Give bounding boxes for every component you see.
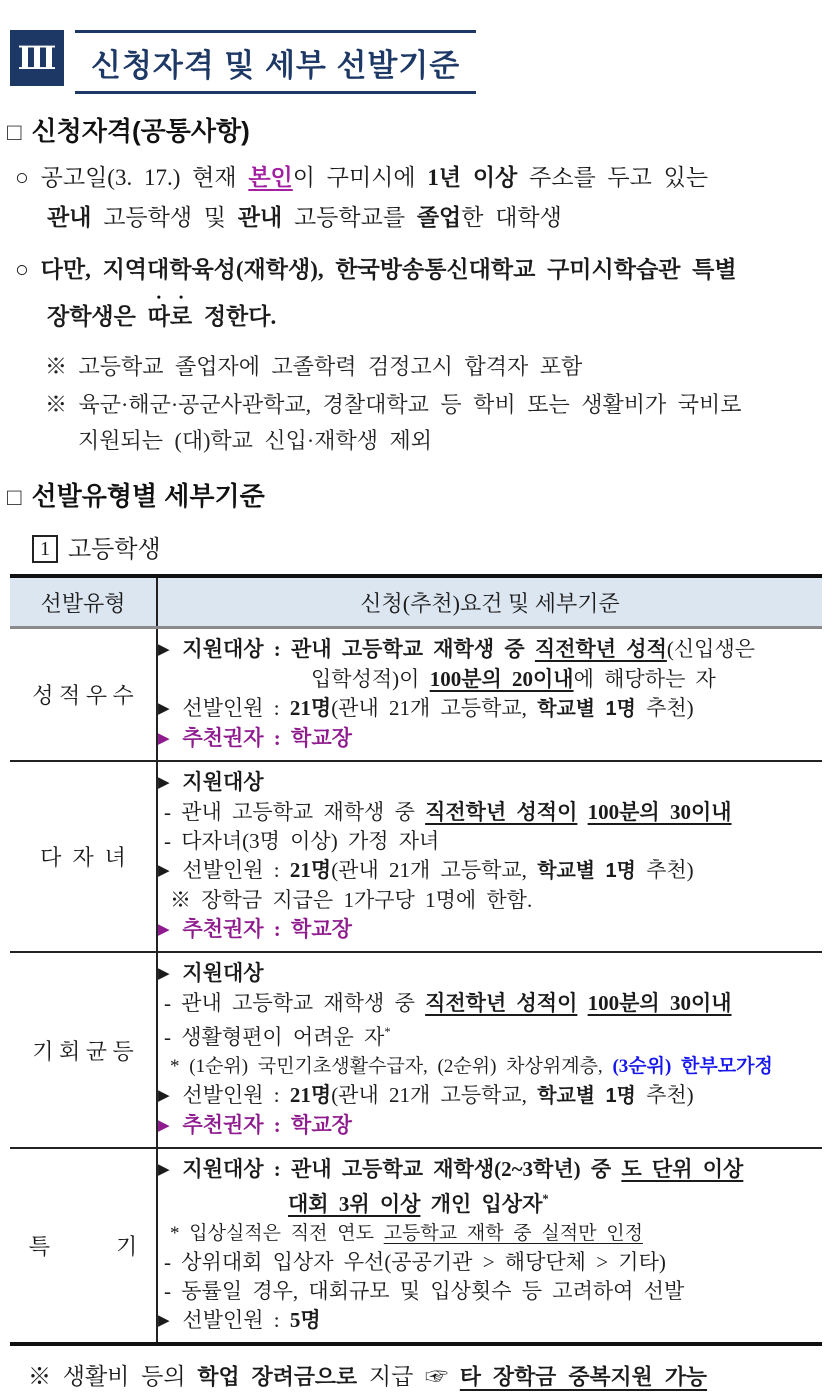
- heading-text: 신청자격(공통사항): [31, 116, 250, 146]
- text-line: [158, 827, 822, 856]
- text-segment: - 생활형편이 어려운 자: [164, 1025, 385, 1049]
- text-line: [158, 1018, 822, 1052]
- header-cell-selection-type: 선발유형: [10, 576, 157, 628]
- text-line: [158, 724, 822, 754]
- text-segment: 21명: [289, 858, 332, 882]
- row-type-label: 특 기: [10, 1148, 157, 1344]
- text-segment: 대회 3위 이상: [288, 1192, 421, 1216]
- text-segment: 1년 이상: [427, 165, 518, 190]
- text-segment: 학업 장려금으로: [197, 1364, 358, 1389]
- text-segment: 주소를 두고 있는: [517, 165, 709, 190]
- text-segment: 추천권자 : 학교장: [182, 726, 352, 750]
- text-segment: (3순위) 한부모가정: [612, 1056, 773, 1077]
- text-line: [158, 1185, 822, 1219]
- text-segment: 공고일(3. 17.) 현재: [40, 165, 249, 190]
- text-segment: ▶: [158, 966, 183, 982]
- text-segment: 추천): [635, 858, 694, 882]
- text-line: [158, 665, 822, 694]
- text-segment: ▶: [158, 731, 183, 747]
- heading-selection-criteria: [7, 476, 835, 513]
- text-segment: (관내 21개 고등학교,: [331, 696, 538, 720]
- row-type-label: 성 적 우 수: [10, 628, 157, 762]
- text-line: [158, 1081, 822, 1111]
- text-segment: - 상위대회 입상자 우선(공공기관 > 해당단체 > 기타): [164, 1250, 666, 1274]
- text-segment: 선발인원 :: [182, 1308, 290, 1332]
- table-row: [10, 761, 822, 952]
- text-segment: 추천권자 : 학교장: [182, 1113, 352, 1137]
- text-line: [158, 856, 822, 886]
- text-segment: 이 구미시에: [292, 165, 428, 190]
- text-line: [45, 387, 835, 459]
- text-segment: ※ 장학금 지급은 1가구당 1명에 한함.: [170, 888, 533, 912]
- text-segment: 100분의 30이내: [587, 800, 732, 824]
- text-segment: 직전학년 성적: [534, 637, 667, 661]
- heading-application-qualification: [7, 111, 835, 148]
- text-line: [158, 1111, 822, 1141]
- text-segment: - 다자녀(3명 이상) 가정 자녀: [164, 829, 440, 853]
- qualification-body: [0, 158, 835, 459]
- text-segment: ☞: [425, 1364, 460, 1389]
- text-segment: 지원대상: [182, 961, 264, 985]
- text-line: [158, 915, 822, 945]
- text-segment: 지급: [357, 1364, 426, 1389]
- text-line: [15, 158, 835, 238]
- text-segment: 정한다.: [192, 304, 277, 329]
- text-segment: *: [542, 1192, 549, 1206]
- text-segment: 본인: [248, 165, 293, 190]
- text-segment: 선발인원 :: [182, 1083, 290, 1107]
- subheading-text: 고등학생: [68, 537, 161, 563]
- section-number-badge: Ⅲ: [10, 30, 64, 86]
- boxed-number: 1: [32, 535, 58, 563]
- text-segment: 선발인원 :: [182, 696, 290, 720]
- text-segment: 개인 입상자: [420, 1192, 543, 1216]
- text-segment: 타 장학금 중복지원 가능: [459, 1364, 708, 1389]
- text-segment: 학교별 1명: [537, 698, 636, 720]
- row-requirements: [157, 1148, 822, 1344]
- text-segment: (관내 21개 고등학교,: [331, 1083, 538, 1107]
- text-segment: 추천권자 : 학교장: [182, 917, 352, 941]
- text-segment: 지원대상 : 관내 고등학교 재학생(2~3학년) 중: [182, 1157, 622, 1181]
- text-segment: *: [384, 1025, 391, 1039]
- text-segment: 지원대상: [182, 770, 264, 794]
- row-type-label: 기 회 균 등: [10, 952, 157, 1148]
- text-line: [158, 1219, 822, 1248]
- text-segment: 다만, 지역대학육성(재학생), 한국방송통신대학교 구미시학습관 특별: [40, 257, 737, 282]
- text-segment: 선발인원 :: [182, 858, 290, 882]
- heading-text: 선발유형별 세부기준: [31, 481, 265, 511]
- text-line: [28, 1360, 835, 1394]
- text-segment: 지원대상 : 관내 고등학교 재학생 중: [182, 637, 535, 661]
- row-requirements: [157, 628, 822, 762]
- text-segment: [577, 991, 587, 1015]
- text-segment: ○: [15, 257, 41, 282]
- text-line: [158, 1155, 822, 1185]
- text-segment: 지원되는 (대)학교 신입·재학생 제외: [78, 428, 433, 453]
- text-line: [15, 250, 835, 337]
- subheading-highschool: [32, 529, 835, 564]
- text-segment: 100분의 20이내: [429, 667, 574, 691]
- text-segment: - 관내 고등학교 재학생 중: [164, 991, 426, 1015]
- text-segment: 관내: [47, 205, 92, 230]
- text-segment: 직전학년 성적이: [425, 991, 578, 1015]
- text-segment: ○: [15, 165, 41, 190]
- text-segment: 관내: [237, 205, 283, 230]
- table-row: [10, 952, 822, 1148]
- text-segment: 21명: [289, 696, 332, 720]
- text-segment: ▶: [158, 701, 183, 717]
- footer-note: [28, 1360, 835, 1394]
- text-line: [45, 349, 835, 385]
- text-line: [158, 635, 822, 665]
- text-segment: ※ 생활비 등의: [28, 1364, 198, 1389]
- text-segment: (신입생은: [666, 637, 756, 661]
- row-requirements: [157, 761, 822, 952]
- row-requirements: [157, 952, 822, 1148]
- text-segment: 5명: [289, 1308, 321, 1332]
- header-cell-requirements: 신청(추천)요건 및 세부기준: [157, 576, 822, 628]
- text-segment: ▶: [158, 642, 183, 658]
- text-segment: [577, 800, 587, 824]
- text-segment: ▶: [158, 1162, 183, 1178]
- text-segment: 21명: [289, 1083, 332, 1107]
- document-page: [0, 30, 835, 1389]
- square-bullet-icon: □: [7, 484, 22, 511]
- section-banner: [10, 30, 835, 94]
- table-row: [10, 628, 822, 762]
- text-line: [158, 1052, 822, 1081]
- text-line: [158, 768, 822, 798]
- square-bullet-icon: □: [7, 119, 22, 146]
- row-type-label: 다 자 녀: [10, 761, 157, 952]
- text-line: [158, 1306, 822, 1336]
- table-row: [10, 1148, 822, 1344]
- text-segment: 고등학교 재학 중 실적만 인정: [383, 1223, 643, 1244]
- text-segment: ▶: [158, 1118, 183, 1134]
- text-segment: 직전학년 성적이: [425, 800, 578, 824]
- page-title: 신청자격 및 세부 선발기준: [75, 30, 476, 94]
- text-segment: 추천): [635, 696, 694, 720]
- text-line: [158, 959, 822, 989]
- text-segment: 고등학교를: [282, 205, 417, 230]
- text-segment: 학교별 1명: [537, 860, 636, 882]
- text-segment: - 관내 고등학교 재학생 중: [164, 800, 426, 824]
- text-segment: 도 단위 이상: [621, 1157, 744, 1181]
- text-line: [158, 989, 822, 1018]
- text-segment: 졸업: [416, 205, 462, 230]
- text-segment: 100분의 30이내: [587, 991, 732, 1015]
- text-segment: 에 해당하는 자: [573, 667, 716, 691]
- text-segment: ▶: [158, 775, 183, 791]
- text-segment: 한 대학생: [461, 205, 562, 230]
- text-segment: 추천): [635, 1083, 694, 1107]
- text-segment: ▶: [158, 863, 183, 879]
- text-segment: 고등학생 및: [91, 205, 238, 230]
- table-header-row: [10, 576, 822, 628]
- text-segment: ※ 육군·해군·공군사관학교, 경찰대학교 등 학비 또는 생활비가 국비로: [45, 392, 742, 417]
- text-line: [158, 798, 822, 827]
- text-segment: (관내 21개 고등학교,: [331, 858, 538, 882]
- text-segment: ※ 고등학교 졸업자에 고졸학력 검정고시 합격자 포함: [45, 354, 583, 379]
- criteria-table: [10, 574, 822, 1346]
- text-segment: 따로: [147, 304, 193, 329]
- text-line: [158, 886, 822, 915]
- text-segment: - 동률일 경우, 대회규모 및 입상횟수 등 고려하여 선발: [164, 1279, 685, 1303]
- text-segment: * 입상실적은 직전 연도: [170, 1223, 384, 1244]
- text-segment: * (1순위) 국민기초생활수급자, (2순위) 차상위계층,: [170, 1056, 613, 1077]
- text-segment: 입학성적)이: [311, 667, 430, 691]
- text-segment: ▶: [158, 1088, 183, 1104]
- text-segment: 학교별 1명: [537, 1085, 636, 1107]
- text-segment: ▶: [158, 1313, 183, 1329]
- text-line: [158, 694, 822, 724]
- text-segment: ▶: [158, 922, 183, 938]
- text-line: [158, 1277, 822, 1306]
- text-segment: 장학생은: [47, 304, 148, 329]
